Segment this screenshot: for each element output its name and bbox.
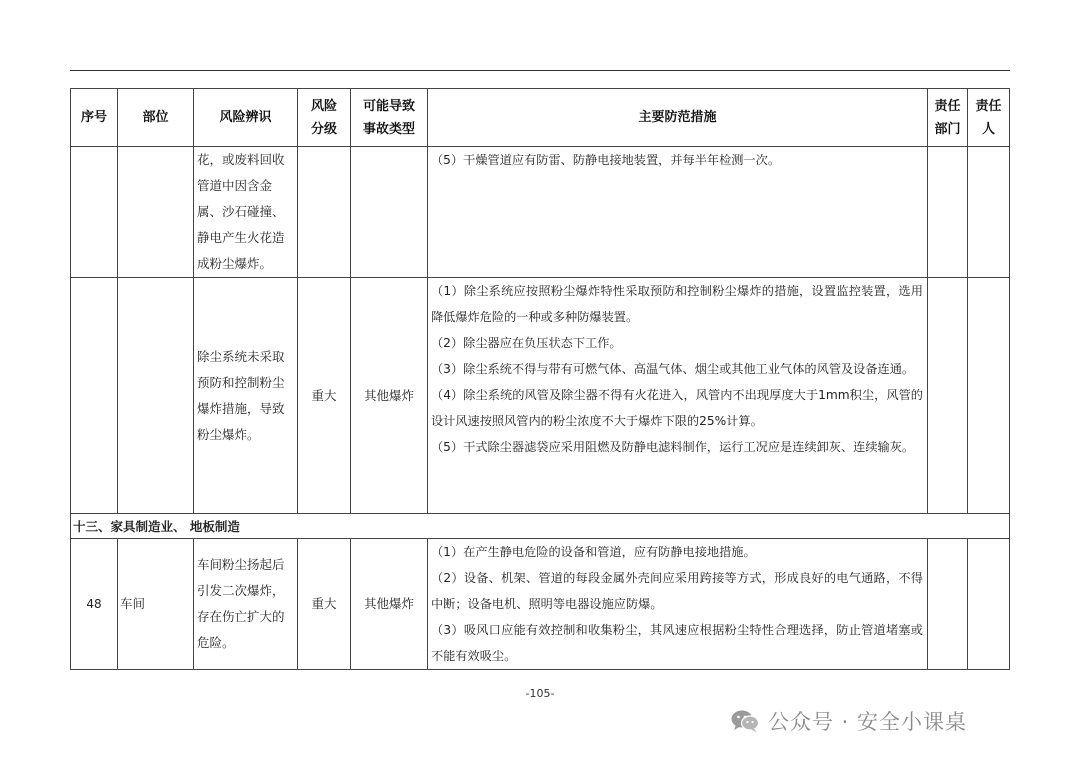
cell-seq: 48 — [71, 539, 118, 670]
measure-item: （3）吸风口应能有效控制和收集粉尘，其风速应根据粉尘特性合理选择，防止管道堵塞或不能有效吸尘。 — [431, 623, 923, 663]
cell-measures — [428, 278, 928, 514]
header-risk: 风险辨识 — [194, 89, 298, 147]
page-number: -105- — [525, 687, 555, 700]
cell-accident: 其他爆炸 — [351, 278, 428, 514]
watermark — [730, 703, 967, 739]
measure-item: （5）干燥管道应有防雷、防静电接地装置，并每半年检测一次。 — [431, 153, 781, 167]
cell-seq — [71, 278, 118, 514]
header-person: 责任人 — [968, 89, 1010, 147]
measure-item: （1）在产生静电危险的设备和管道，应有防静电接地措施。 — [431, 545, 756, 559]
measure-item: （1）除尘系统应按照粉尘爆炸特性采取预防和控制粉尘爆炸的措施，设置监控装置，选用降低爆炸危险的一种或多种防爆装置。 — [431, 284, 923, 324]
cell-level: 重大 — [298, 278, 351, 514]
header-accident: 可能导致事故类型 — [351, 89, 428, 147]
header-seq: 序号 — [71, 89, 118, 147]
table-row — [71, 278, 1010, 514]
cell-person — [968, 147, 1010, 278]
cell-accident: 其他爆炸 — [351, 539, 428, 670]
cell-measures — [428, 539, 928, 670]
watermark-text: 公众号 · 安全小课桌 — [768, 710, 968, 734]
cell-level — [298, 147, 351, 278]
risk-table — [70, 88, 1010, 670]
measure-item: （4）除尘系统的风管及除尘器不得有火花进入，风管内不出现厚度大于1mm积尘，风管的设计风速按照风管内的粉尘浓度不大于爆炸下限的25%计算。 — [431, 388, 923, 428]
cell-risk: 车间粉尘扬起后引发二次爆炸，存在伤亡扩大的危险。 — [194, 539, 298, 670]
section-title: 十三、家具制造业、 地板制造 — [71, 514, 1010, 539]
cell-part — [118, 278, 194, 514]
header-level: 风险分级 — [298, 89, 351, 147]
cell-person — [968, 539, 1010, 670]
cell-risk: 除尘系统未采取预防和控制粉尘爆炸措施，导致粉尘爆炸。 — [194, 278, 298, 514]
measure-item: （3）除尘系统不得与带有可燃气体、高温气体、烟尘或其他工业气体的风管及设备连通。 — [431, 362, 915, 376]
header-measures: 主要防范措施 — [428, 89, 928, 147]
cell-dept — [928, 539, 968, 670]
cell-level: 重大 — [298, 539, 351, 670]
measure-item: （5）干式除尘器滤袋应采用阻燃及防静电滤料制作，运行工况应是连续卸灰、连续输灰。 — [431, 440, 915, 454]
table-row — [71, 147, 1010, 278]
wechat-icon — [730, 708, 760, 734]
cell-part — [118, 147, 194, 278]
table-row — [71, 539, 1010, 670]
cell-person — [968, 278, 1010, 514]
section-row — [71, 514, 1010, 539]
measure-item: （2）设备、机架、管道的每段金属外壳间应采用跨接等方式，形成良好的电气通路，不得中断；设备电机、照明等电器设施应防爆。 — [431, 571, 923, 611]
header-rule — [70, 70, 1010, 71]
cell-accident — [351, 147, 428, 278]
measure-item: （2）除尘器应在负压状态下工作。 — [431, 336, 622, 350]
cell-seq — [71, 147, 118, 278]
header-part: 部位 — [118, 89, 194, 147]
cell-risk: 花，或废料回收管道中因含金属、沙石碰撞、静电产生火花造成粉尘爆炸。 — [194, 147, 298, 278]
table-header-row — [71, 89, 1010, 147]
cell-part: 车间 — [118, 539, 194, 670]
header-dept: 责任部门 — [928, 89, 968, 147]
cell-dept — [928, 147, 968, 278]
cell-dept — [928, 278, 968, 514]
cell-measures — [428, 147, 928, 278]
